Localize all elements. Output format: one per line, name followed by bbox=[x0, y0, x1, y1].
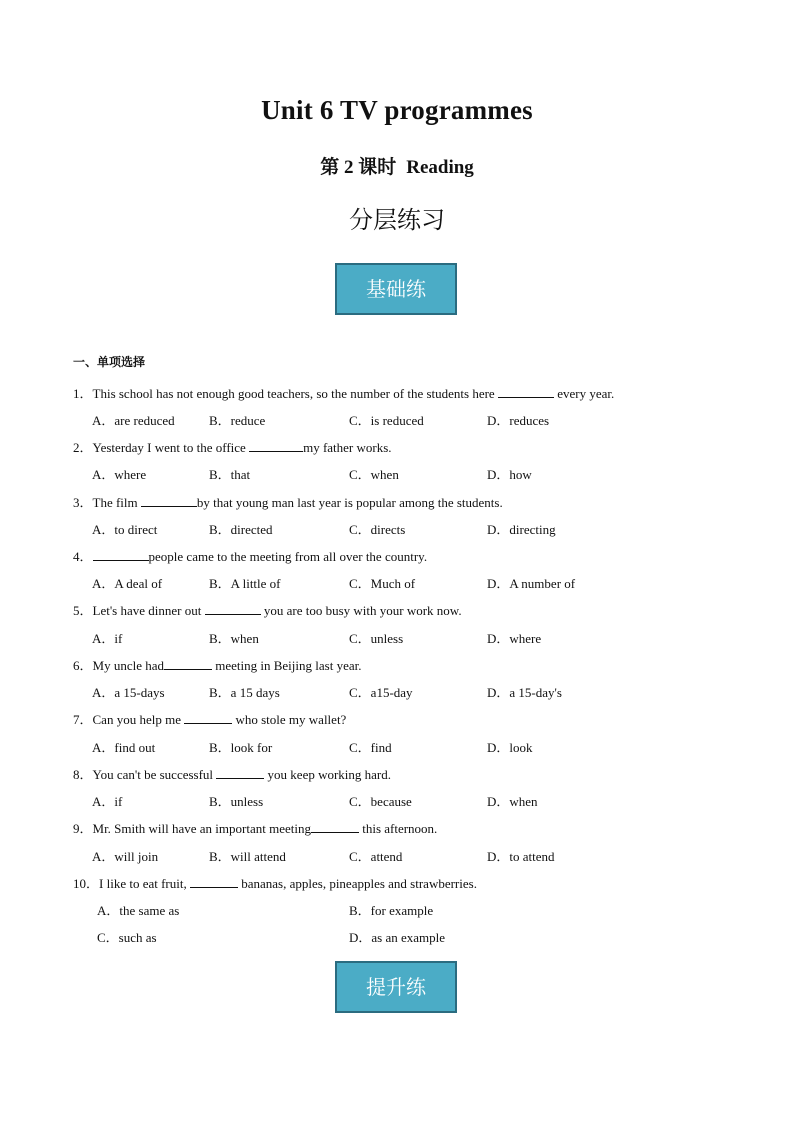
question-3-option-b: B．directed bbox=[209, 522, 273, 537]
question-9-option-c: C．attend bbox=[349, 849, 403, 864]
question-4-option-a: A．A deal of bbox=[92, 576, 163, 591]
question-10-option-c: C．such as bbox=[97, 930, 157, 945]
question-7-option-a: A．find out bbox=[92, 740, 156, 755]
question-8-option-b: B．unless bbox=[209, 794, 264, 809]
page-title: Unit 6 TV programmes bbox=[261, 95, 533, 125]
question-4-option-c: C．Much of bbox=[349, 576, 416, 591]
practice-heading: 分层练习 bbox=[349, 206, 445, 234]
lesson-subtitle bbox=[0, 152, 794, 179]
question-2-option-b: B．that bbox=[209, 467, 251, 482]
question-8-option-c: C．because bbox=[349, 794, 412, 809]
question-9-option-a: A．will join bbox=[92, 849, 159, 864]
question-1-option-b: B．reduce bbox=[209, 413, 266, 428]
answer-blank bbox=[190, 875, 238, 888]
question-6: 6．My uncle had meeting in Beijing last year. bbox=[73, 658, 362, 673]
question-5-option-c: C．unless bbox=[349, 631, 404, 646]
answer-blank bbox=[205, 602, 261, 615]
question-3: 3．The film by that young man last year is popular among the students. bbox=[73, 495, 503, 510]
advanced-level-label: 提升练 bbox=[335, 961, 457, 1013]
question-8: 8．You can't be successful you keep working hard. bbox=[73, 767, 392, 782]
question-6-option-b: B．a 15 days bbox=[209, 685, 280, 700]
question-7-option-c: C．find bbox=[349, 740, 392, 755]
question-1-option-a: A．are reduced bbox=[92, 413, 175, 428]
answer-blank bbox=[184, 711, 232, 724]
question-1: 1．This school has not enough good teachers, so the number of the students here every year. bbox=[73, 386, 615, 401]
answer-blank bbox=[141, 494, 197, 507]
question-4-option-b: B．A little of bbox=[209, 576, 281, 591]
question-7: 7．Can you help me who stole my wallet? bbox=[73, 712, 347, 727]
question-10-option-b: B．for example bbox=[349, 903, 434, 918]
question-5-option-d: D．where bbox=[487, 631, 542, 646]
question-7-option-b: B．look for bbox=[209, 740, 273, 755]
section-title: 一、单项选择 bbox=[73, 355, 146, 369]
question-8-option-d: D．when bbox=[487, 794, 538, 809]
question-2: 2．Yesterday I went to the office my father works. bbox=[73, 440, 392, 455]
lesson-topic: Reading bbox=[406, 157, 474, 178]
question-3-option-c: C．directs bbox=[349, 522, 406, 537]
question-1-option-d: D．reduces bbox=[487, 413, 550, 428]
question-6-option-a: A．a 15-days bbox=[92, 685, 165, 700]
question-3-option-a: A．to direct bbox=[92, 522, 158, 537]
question-7-option-d: D．look bbox=[487, 740, 533, 755]
question-2-option-c: C．when bbox=[349, 467, 399, 482]
question-9: 9．Mr. Smith will have an important meeting this afternoon. bbox=[73, 821, 438, 836]
answer-blank bbox=[249, 439, 303, 452]
answer-blank bbox=[311, 820, 359, 833]
answer-blank bbox=[93, 548, 149, 561]
question-6-option-d: D．a 15-day's bbox=[487, 685, 562, 700]
question-8-option-a: A．if bbox=[92, 794, 123, 809]
question-2-option-d: D．how bbox=[487, 467, 532, 482]
answer-blank bbox=[164, 657, 212, 670]
answer-blank bbox=[216, 766, 264, 779]
answer-blank bbox=[498, 385, 554, 398]
question-10-option-d: D．as an example bbox=[349, 930, 446, 945]
question-5: 5．Let's have dinner out you are too busy with your work now. bbox=[73, 603, 462, 618]
question-10: 10．I like to eat fruit, bananas, apples, pineapples and strawberries. bbox=[73, 876, 477, 891]
question-9-option-d: D．to attend bbox=[487, 849, 555, 864]
question-10-option-a: A．the same as bbox=[97, 903, 180, 918]
question-6-option-c: C．a15-day bbox=[349, 685, 413, 700]
lesson-number: 第 2 课时 bbox=[320, 157, 397, 178]
question-5-option-a: A．if bbox=[92, 631, 123, 646]
basic-level-label: 基础练 bbox=[335, 263, 457, 315]
question-5-option-b: B．when bbox=[209, 631, 259, 646]
question-4: 4． people came to the meeting from all over the country. bbox=[73, 549, 428, 564]
question-4-option-d: D．A number of bbox=[487, 576, 576, 591]
question-1-option-c: C．is reduced bbox=[349, 413, 424, 428]
question-2-option-a: A．where bbox=[92, 467, 147, 482]
question-9-option-b: B．will attend bbox=[209, 849, 286, 864]
question-3-option-d: D．directing bbox=[487, 522, 556, 537]
